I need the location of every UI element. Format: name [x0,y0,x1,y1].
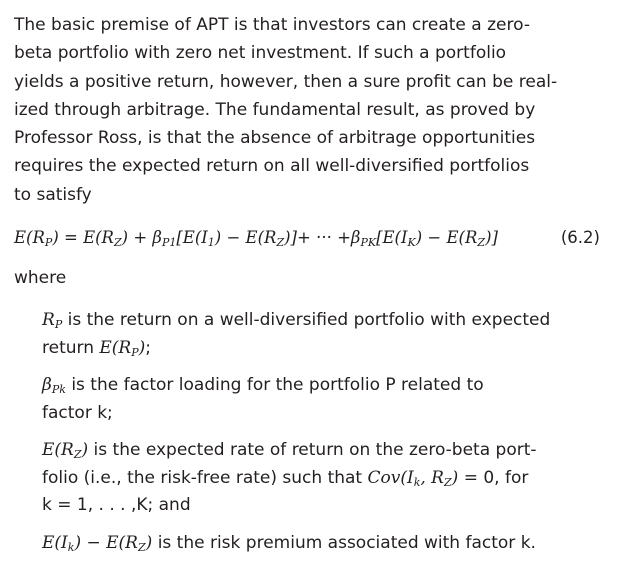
definition-text: is the risk premium associated with factor k. [157,532,536,553]
definition-text: factor k; [42,402,113,423]
symbol-beta-pk: $\beta_{Pk}$ [42,375,66,396]
equation-body: $E(R_P) = E(R_Z) + \beta_{P1}[E(I_1) - E(R_Z)]+$ ··· $+\beta_{PK}[E(I_K) - E(R_Z)]$ [14,228,498,249]
definition-text: is the return on a well-diversified portfolio with expected [67,310,551,330]
paragraph-line: requires the expected return on all well-diversified portfolios [14,156,530,177]
symbol-erp: $E(R_P)$ [99,337,146,359]
equation-number: (6.2) [560,228,600,247]
paragraph-line: to satisfy [14,184,92,205]
definition-text: return [42,337,100,358]
definition-text: is the expected rate of return on the zero-beta port- [93,440,537,460]
definition-beta [42,372,612,427]
definitions-list [42,307,612,567]
definition-text: folio (i.e., the risk-free rate) such that [42,467,363,488]
definition-text: k = 1, . . . ,K; and [42,495,191,515]
paragraph-line: beta portfolio with zero net investment. If such a portfolio [14,43,507,64]
where-label: where [14,268,67,288]
paragraph-line: yields a positive return, however, then a sure profit can be real- [14,71,558,92]
symbol-premium: $E(I_k) - E(R_Z)$ [42,532,153,554]
symbol-rp: $R_P$ [42,310,63,331]
paragraph-line: The basic premise of APT is that investors can create a zero- [14,15,530,35]
definition-text: is the factor loading for the portfolio P related to [71,375,484,395]
definition-erz [42,437,612,520]
intro-paragraph [14,11,614,209]
symbol-cov: $Cov(I_k$, $R_Z$) [367,467,459,489]
definition-rp: $R_P$ is the return on a well-diversified portfolio with expected return $E(R_P)$; [42,310,551,359]
paragraph-line: ized through arbitrage. The fundamental result, as proved by [14,99,536,120]
symbol-erz: $E(R_Z)$ [42,440,89,461]
definition-premium [42,530,612,558]
equation-6-2 [14,228,614,247]
definition-text: = 0, for [463,467,529,488]
paragraph-line: Professor Ross, is that the absence of arbitrage opportunities [14,128,536,149]
